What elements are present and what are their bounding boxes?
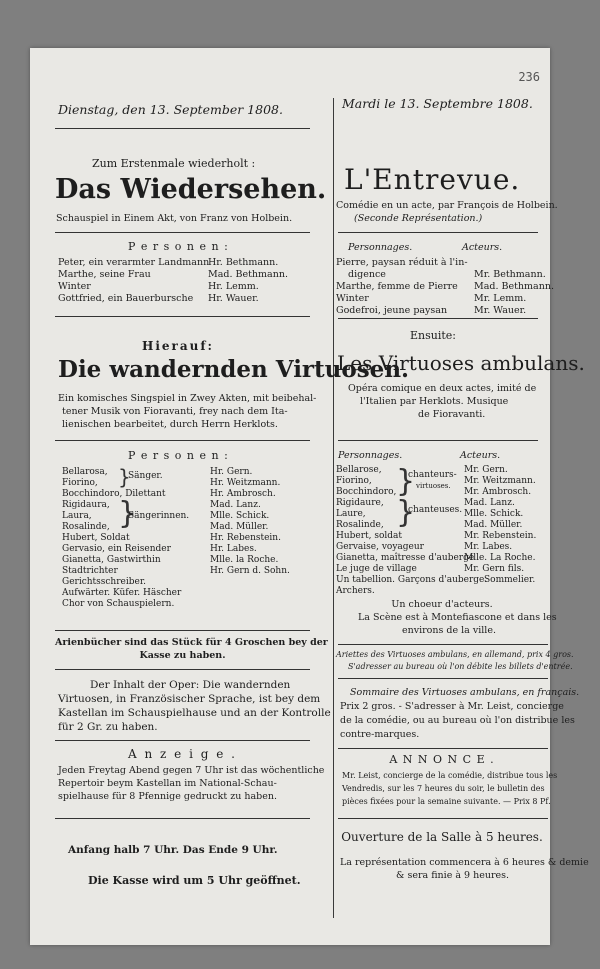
cast-actor: Hr. Weitzmann. [210,478,281,488]
cast-role: Gervasio, ein Reisender [62,544,171,554]
cast-role: Le juge de village [336,564,417,574]
fr-choeur: Un choeur d'acteurs. [391,599,493,610]
fr-ouverture: Ouverture de la Salle à 5 heures. [341,830,543,844]
de-personen-heading-2: P e r s o n e n : [128,449,229,462]
de-inhalt-line: für 2 Gr. zu haben. [58,721,158,733]
divider [338,748,548,749]
cast-role: Gottfried, ein Bauerbursche [58,293,194,304]
de-subtitle-2-line: tener Musik von Fioravanti, frey nach dem Ita- [62,406,288,417]
cast-role: Pierre, paysan réduit à l'in- [336,257,468,268]
divider [338,440,538,441]
brace-icon: } [118,465,131,489]
brace-icon: } [396,495,416,530]
divider [55,740,310,741]
brace-icon: } [396,464,416,499]
cast-actor: Hr. Lemm. [208,281,259,292]
cast-actor: Mlle. La Roche. [464,553,536,563]
de-anzeige-line: Jeden Freytag Abend gegen 7 Uhr ist das wöchentliche [58,765,325,776]
cast-role: Peter, ein verarmter Landmann [58,257,210,268]
de-title-2: Die wandernden Virtuosen. [58,356,410,383]
cast-actor: Mr. Bethmann. [474,269,546,280]
fr-representation-line: & sera finie à 9 heures. [396,870,509,881]
fr-subtitle-2-line: l'Italien par Herklots. Musique [360,396,509,407]
fr-acteurs-heading-2: Acteurs. [460,450,501,461]
fr-sommaire-line: contre-marques. [340,729,420,740]
cast-actor: Hr. Ambrosch. [210,489,276,499]
divider [338,232,538,233]
cast-role: Stadtrichter [62,566,118,576]
de-anzeige-heading: A n z e i g e . [128,747,237,761]
cast-role: Godefroi, jeune paysan [336,305,448,316]
fr-title-2: Les Virtuoses ambulans. [337,351,585,375]
fr-chanteurs-label: chanteurs- [408,470,457,480]
divider [55,669,310,670]
de-inhalt-line: Kastellan im Schauspielhause und an der Kontrolle [58,707,331,719]
cast-role: Gerichtsschreiber. [62,577,146,587]
de-anzeige-line: spielhause für 8 Pfennige gedruckt zu haben. [58,791,277,802]
fr-representation-line: La représentation commencera à 6 heures & demie [340,857,589,868]
divider [55,128,310,129]
cast-role: Chor von Schauspielern. [62,599,175,609]
cast-actor: Mr. Weitzmann. [464,476,536,486]
de-arien-line: Kasse zu haben. [139,650,226,661]
cast-actor: Mr. Wauer. [474,305,527,316]
cast-actor: Sommelier. [484,575,536,585]
cast-role: Hubert, Soldat [62,533,130,543]
fr-date: Mardi le 13. Septembre 1808. [342,96,533,111]
fr-ensuite: Ensuite: [410,329,456,342]
de-saenger-label: Sänger. [128,471,163,481]
fr-subtitle-2-line: Opéra comique en deux actes, imité de [348,383,537,394]
cast-actor: Mad. Bethmann. [208,269,288,280]
fr-sommaire-line: Prix 2 gros. - S'adresser à Mr. Leist, concierge [340,701,564,712]
cast-role: Winter [58,281,91,292]
cast-actor: Mr. Gern fils. [464,564,525,574]
cast-role: Archers. [336,586,375,596]
fr-annonce-line: Vendredis, sur les 7 heures du soir, le bulletin des [342,784,545,793]
divider [55,440,310,441]
cast-role: Laure, [336,509,366,519]
cast-actor: Hr. Labes. [210,544,257,554]
cast-actor: Mr. Rebenstein. [464,531,537,541]
fr-acteurs-heading: Acteurs. [462,242,503,253]
cast-actor: Mlle. la Roche. [210,555,279,565]
cast-role: Rosalinde, [336,520,384,530]
cast-role: Marthe, seine Frau [58,269,151,280]
de-personen-heading: P e r s o n e n : [128,240,229,253]
fr-ariettes-line: Ariettes des Virtuoses ambulans, en allemand, prix 4 gros. [336,650,574,659]
divider [55,630,310,631]
cast-role: Un tabellion. Garçons d'auberge. [336,575,488,585]
cast-role: Marthe, femme de Pierre [336,281,458,292]
playbill-sheet [30,48,589,945]
brace-icon: } [118,496,138,531]
fr-subtitle-1: Comédie en un acte, par François de Holbein. [336,200,558,211]
de-premiere-note: Zum Erstenmale wiederholt : [92,157,256,170]
divider [338,318,538,319]
fr-annonce-line: Mr. Leist, concierge de la comédie, distribue tous les [342,771,558,780]
fr-sommaire-line: de la comédie, ou au bureau où l'on distribue les [340,715,575,726]
cast-actor: Hr. Rebenstein. [210,533,281,543]
divider [55,232,310,233]
cast-role: Bocchindoro, Dilettant [62,489,166,499]
cast-role: Bellarose, [336,465,382,475]
cast-role: Laura, [62,511,92,521]
cast-role: Gervaise, voyageur [336,542,424,552]
cast-actor: Hr. Bethmann. [208,257,279,268]
fr-subtitle-2-line: de Fioravanti. [418,409,486,420]
cast-role: Rigidaura, [62,500,110,510]
cast-role: Gianetta, Gastwirthin [62,555,161,565]
de-saengerinnen-label: Sängerinnen. [128,511,190,521]
cast-actor: Mr. Ambrosch. [464,487,532,497]
fr-annonce-line: pièces fixées pour la semaine suivante. — Prix 8 Pf. [342,797,551,806]
de-anzeige-line: Repertoir beym Kastellan im National-Schau- [58,778,277,789]
cast-actor: Mad. Lanz. [464,498,515,508]
cast-role: Bocchindoro, [336,487,397,497]
cast-role: Rigidaure, [336,498,384,508]
cast-role: Bellarosa, [62,467,108,477]
de-subtitle-2-line: lienischen bearbeitet, durch Herrn Herklots. [62,419,278,430]
divider [55,818,310,819]
cast-role: Fiorino, [336,476,372,486]
column-divider [333,98,334,918]
cast-role: Gianetta, maîtresse d'auberge [336,553,475,563]
cast-actor: Mad. Müller. [210,522,269,532]
archive-stamp: 236 [518,70,540,84]
de-date: Dienstag, den 13. September 1808. [58,102,283,117]
cast-actor: Mad. Lanz. [210,500,261,510]
cast-role: Aufwärter. Küfer. Häscher [62,588,182,598]
cast-actor: Hr. Wauer. [208,293,259,304]
divider [338,818,548,819]
cast-actor: Hr. Gern. [210,467,253,477]
cast-actor: Mad. Bethmann. [474,281,554,292]
divider [55,316,310,317]
fr-scene-line: environs de la ville. [402,625,496,636]
fr-sommaire-line: Sommaire des Virtuoses ambulans, en français. [350,687,580,698]
de-title-1: Das Wiedersehen. [55,174,327,205]
divider [338,678,548,679]
de-arien-line: Arienbücher sind das Stück für 4 Groschen bey der [55,637,328,648]
fr-ariettes-line: S'adresser au bureau où l'on débite les billets d'entrée. [348,662,573,671]
fr-personnages-heading-2: Personnages. [338,450,403,461]
fr-annonce-heading: A N N O N C E . [389,753,495,766]
cast-role: Hubert, soldat [336,531,403,541]
de-inhalt-line: Virtuosen, in Französischer Sprache, ist bey dem [58,693,321,705]
de-hierauf: Hierauf: [142,339,214,353]
cast-actor: Mr. Lemm. [474,293,527,304]
fr-title-1: L'Entrevue. [344,163,521,196]
cast-actor: Mr. Gern. [464,465,508,475]
divider [338,644,548,645]
de-anfang: Anfang halb 7 Uhr. Das Ende 9 Uhr. [68,844,278,856]
fr-personnages-heading: Personnages. [348,242,413,253]
cast-actor: Mlle. Schick. [210,511,270,521]
cast-actor: Mlle. Schick. [464,509,524,519]
cast-role: Winter [336,293,369,304]
fr-subtitle-1b: (Seconde Représentation.) [354,213,483,224]
cast-actor: Hr. Gern d. Sohn. [210,566,290,576]
de-subtitle-1: Schauspiel in Einem Akt, von Franz von Holbein. [56,213,293,224]
cast-actor: Mad. Müller. [464,520,523,530]
de-kasse: Die Kasse wird um 5 Uhr geöffnet. [88,874,301,887]
fr-scene-line: La Scène est à Montefiascone et dans les [358,612,557,623]
cast-role: digence [348,269,386,280]
cast-role: Rosalinde, [62,522,110,532]
fr-virtuoses-label: virtuoses. [416,482,451,490]
de-subtitle-2-line: Ein komisches Singspiel in Zwey Akten, mit beibehal- [58,393,317,404]
fr-chanteuses-label: chanteuses. [408,505,463,515]
cast-actor: Mr. Labes. [464,542,513,552]
de-inhalt-line: Der Inhalt der Oper: Die wandernden [90,679,291,691]
cast-role: Fiorino, [62,478,98,488]
